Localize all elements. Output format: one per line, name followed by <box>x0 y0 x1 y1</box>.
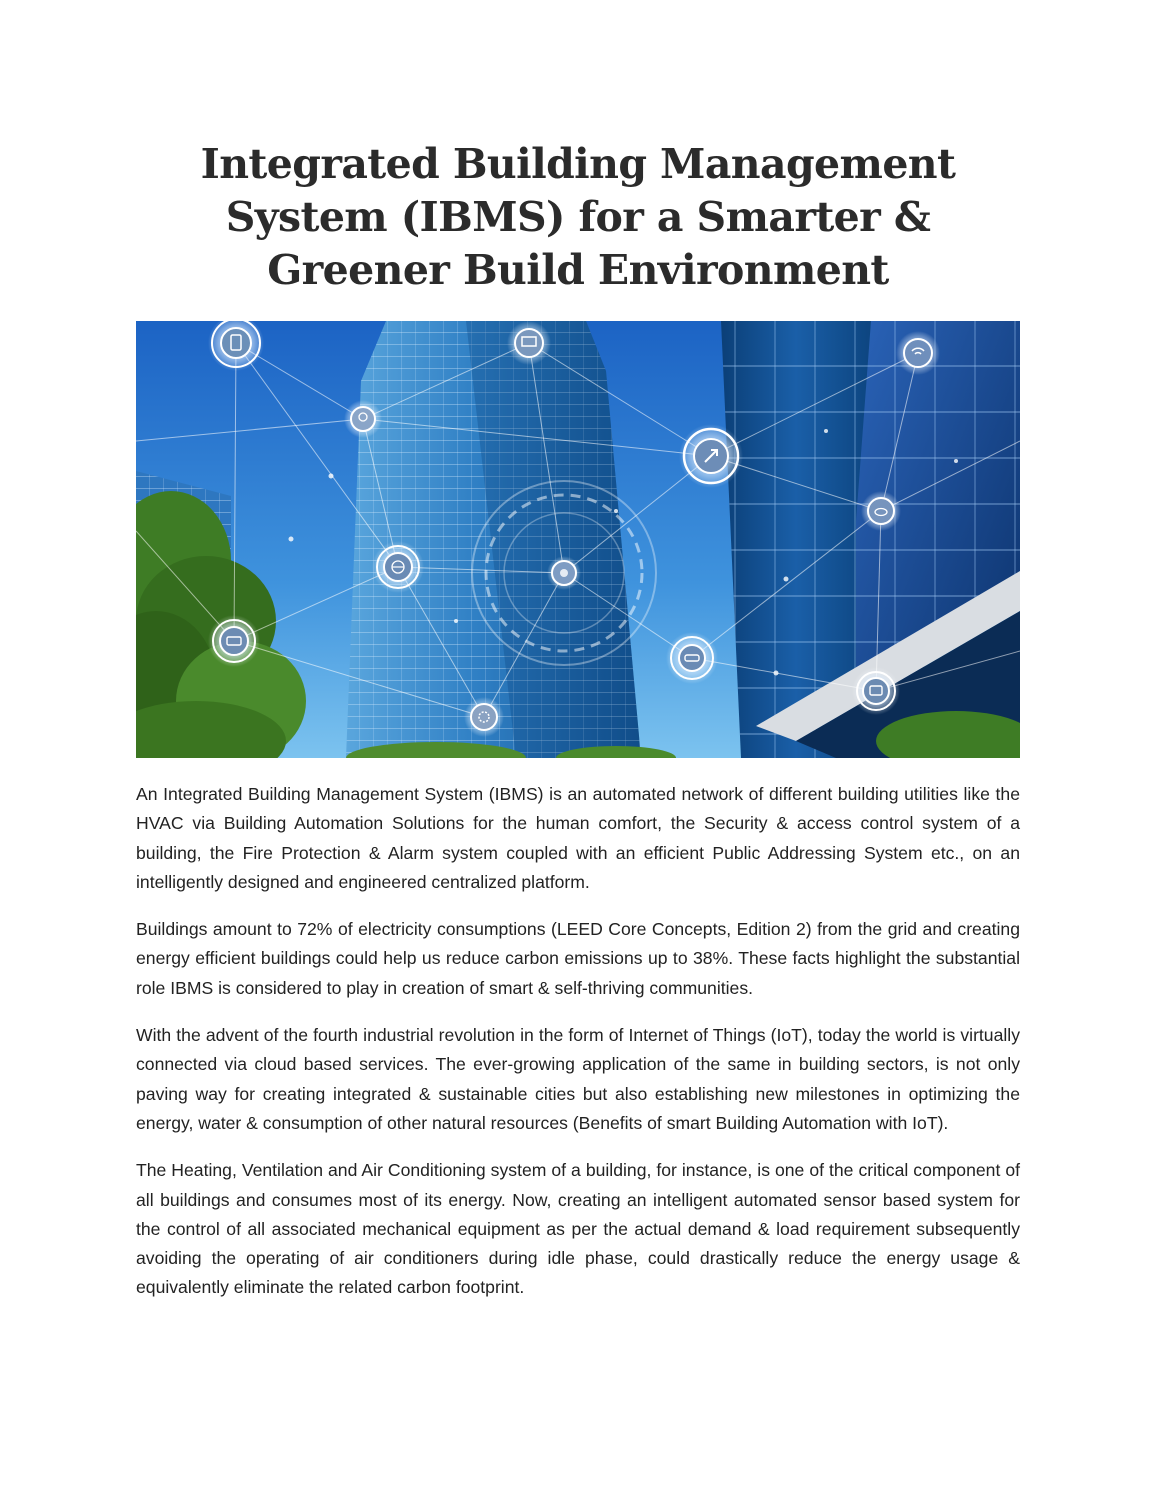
cloud-icon <box>861 491 901 531</box>
body-text <box>136 780 1020 1321</box>
wifi-icon <box>896 331 940 375</box>
paragraph: Buildings amount to 72% of electricity consumptions (LEED Core Concepts, Edition 2) from the grid and creating energy efficient buildings could help us reduce carbon emissions up to 38%. These facts highlight the substantial role IBMS is considered to play in creation of smart & self-thriving communities. <box>136 919 1020 998</box>
globe-icon <box>372 541 424 593</box>
hero-image <box>136 321 1020 758</box>
hero-illustration <box>136 321 1020 758</box>
document-title: Integrated Building Management System (IBMS) for a Smarter & Greener Build Environment <box>200 140 956 294</box>
chat-icon <box>852 667 900 715</box>
bulb-icon <box>344 400 382 438</box>
paragraph: With the advent of the fourth industrial revolution in the form of Internet of Things (IoT), today the world is virtually connected via cloud based services. The ever-growing application of the same in building sectors, is not only paving way for creating integrated & sustainable cities but also establishing new milestones in optimizing the energy, water & consumption of other natural resources (Benefits of smart Building Automation with IoT). <box>136 1025 1020 1133</box>
bus-icon <box>208 615 260 667</box>
gear-icon <box>464 697 504 737</box>
paragraph: The Heating, Ventilation and Air Conditioning system of a building, for instance, is one of the critical component of all buildings and consumes most of its energy. Now, creating an intelligent automated sensor based system for the control of all associated mechanical equipment as per the actual demand & load requirement subsequently avoiding the operating of air conditioners during idle phase, could drastically reduce the energy usage & equivalently eliminate the related carbon footprint. <box>136 1160 1020 1298</box>
target-icon <box>547 556 581 590</box>
monitor-icon <box>507 321 551 365</box>
car-icon <box>666 632 718 684</box>
paragraph: An Integrated Building Management System (IBMS) is an automated network of different building utilities like the HVAC via Building Automation Solutions for the human comfort, the Security & access control system of a building, the Fire Protection & Alarm system coupled with an efficient Public Addressing System etc., on an intelligently designed and engineered centralized platform. <box>136 784 1020 892</box>
rocket-icon <box>679 424 743 488</box>
